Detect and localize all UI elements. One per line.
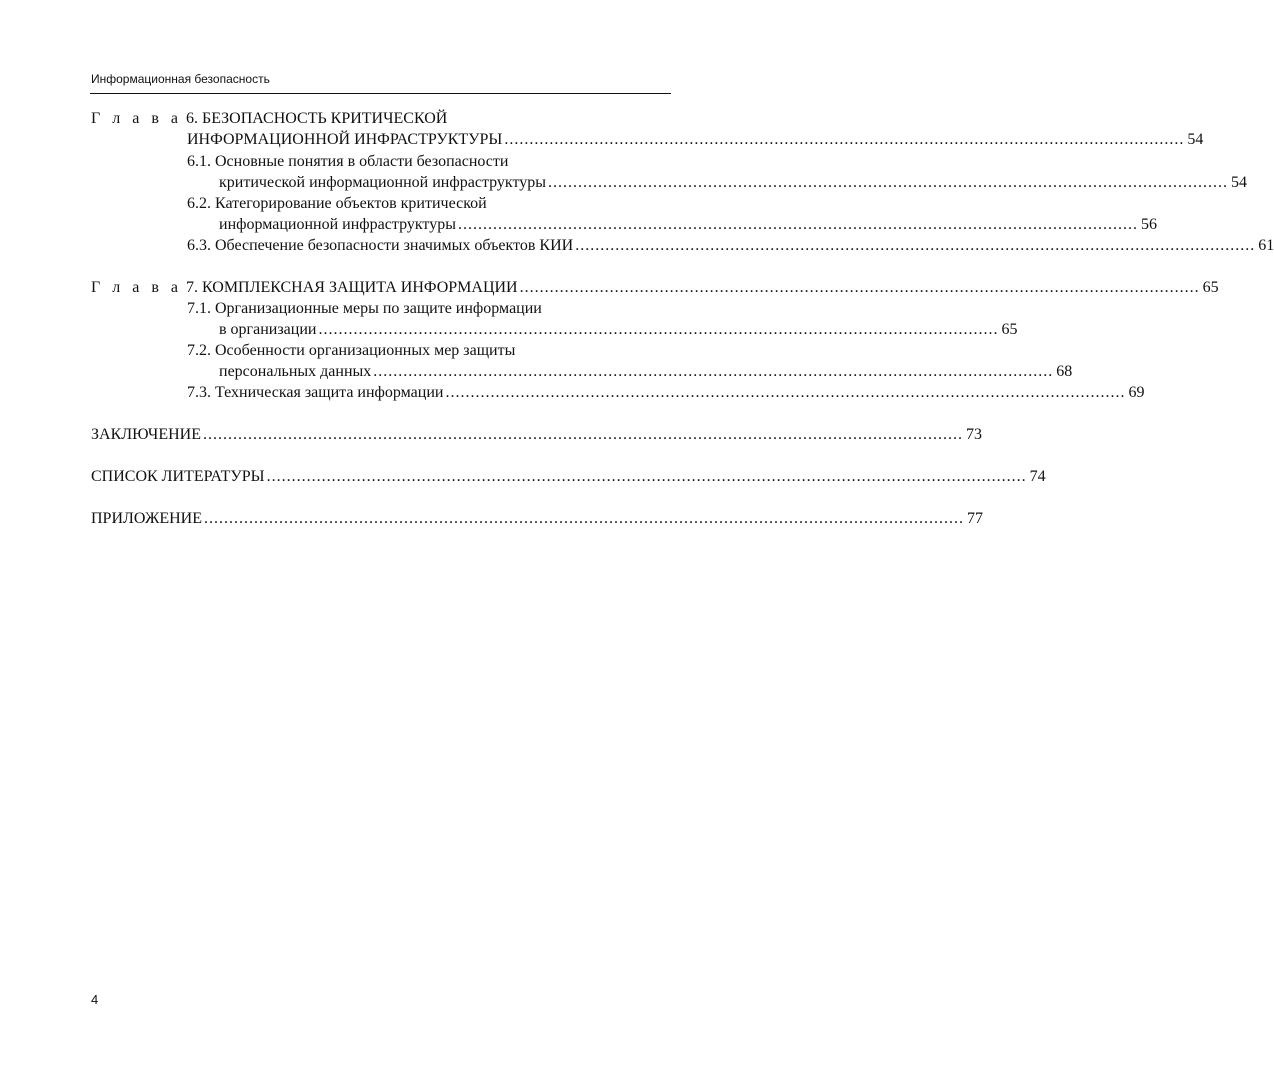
toc-section-7-1-cont[interactable] [219, 319, 1018, 340]
toc-chapter-7-heading[interactable] [91, 277, 1219, 298]
dot-leader: ........................................................................................................................................................ [202, 426, 963, 443]
dot-leader: ........................................................................................................................................ [575, 237, 1256, 254]
dot-leader: ........................................................................................................................................................ [266, 468, 1027, 485]
page-ref: 77 [967, 510, 984, 527]
toc-section-7-2-cont[interactable] [219, 361, 1073, 382]
chapter-prefix: Г л а в а [91, 279, 182, 296]
toc-section-6-2[interactable] [187, 193, 671, 214]
entry-title: ПРИЛОЖЕНИЕ [91, 510, 203, 527]
page-ref: 61 [1258, 237, 1274, 254]
page-ref: 56 [1140, 216, 1157, 233]
toc-section-6-1-cont[interactable] [219, 172, 1248, 193]
page-ref: 68 [1056, 363, 1073, 380]
toc-section-6-1[interactable] [187, 151, 671, 172]
page-number: 4 [91, 992, 99, 1007]
toc-section-6-2-cont[interactable] [219, 214, 1157, 235]
chapter-prefix: Г л а в а [91, 110, 182, 127]
toc-references[interactable] [91, 466, 1046, 487]
dot-leader: ........................................................................................................................................ [519, 279, 1200, 296]
section-title: 7.2. Особенности организационных мер защиты [187, 342, 516, 359]
dot-leader: ........................................................................................................................................ [318, 321, 999, 338]
page-ref: 73 [965, 426, 982, 443]
page-ref: 54 [1231, 174, 1248, 191]
chapter-title-continuation: ИНФОРМАЦИОННОЙ ИНФРАСТРУКТУРЫ [187, 131, 503, 148]
section-title-continuation: в организации [219, 321, 317, 338]
page-ref: 65 [1001, 321, 1018, 338]
toc-chapter-6-heading[interactable] [91, 108, 671, 129]
section-title-continuation: персональных данных [219, 363, 372, 380]
header-divider [90, 93, 671, 94]
entry-title: СПИСОК ЛИТЕРАТУРЫ [91, 468, 265, 485]
section-title: 7.3. Техническая защита информации [187, 384, 444, 401]
section-title: 6.1. Основные понятия в области безопасности [187, 153, 509, 170]
entry-title: ЗАКЛЮЧЕНИЕ [91, 426, 201, 443]
page-ref: 74 [1029, 468, 1046, 485]
toc-appendix[interactable] [91, 508, 984, 529]
dot-leader: ........................................................................................................................................ [504, 131, 1185, 148]
section-title: 6.2. Категорирование объектов критической [187, 195, 487, 212]
toc-section-6-3[interactable] [187, 235, 1274, 256]
dot-leader: ........................................................................................................................................ [445, 384, 1126, 401]
page-ref: 65 [1202, 279, 1219, 296]
toc-section-7-3[interactable] [187, 382, 1145, 403]
page-ref: 54 [1187, 131, 1204, 148]
section-title: 6.3. Обеспечение безопасности значимых объектов КИИ [187, 237, 574, 254]
chapter-title: 6. БЕЗОПАСНОСТЬ КРИТИЧЕСКОЙ [186, 110, 448, 127]
toc-section-7-1[interactable] [187, 298, 671, 319]
dot-leader: ........................................................................................................................................ [457, 216, 1138, 233]
section-title-continuation: критической информационной инфраструктуры [219, 174, 547, 191]
section-title-continuation: информационной инфраструктуры [219, 216, 456, 233]
toc-conclusion[interactable] [91, 424, 982, 445]
running-header: Информационная безопасность [91, 72, 270, 86]
dot-leader: ........................................................................................................................................ [373, 363, 1054, 380]
page-ref: 69 [1128, 384, 1145, 401]
toc-section-7-2[interactable] [187, 340, 671, 361]
section-title: 7.1. Организационные меры по защите информации [187, 300, 542, 317]
dot-leader: ........................................................................................................................................ [548, 174, 1229, 191]
dot-leader: ........................................................................................................................................................ [204, 510, 965, 527]
toc-chapter-6-title-cont[interactable] [187, 129, 1204, 150]
chapter-title: 7. КОМПЛЕКСНАЯ ЗАЩИТА ИНФОРМАЦИИ [186, 279, 518, 296]
